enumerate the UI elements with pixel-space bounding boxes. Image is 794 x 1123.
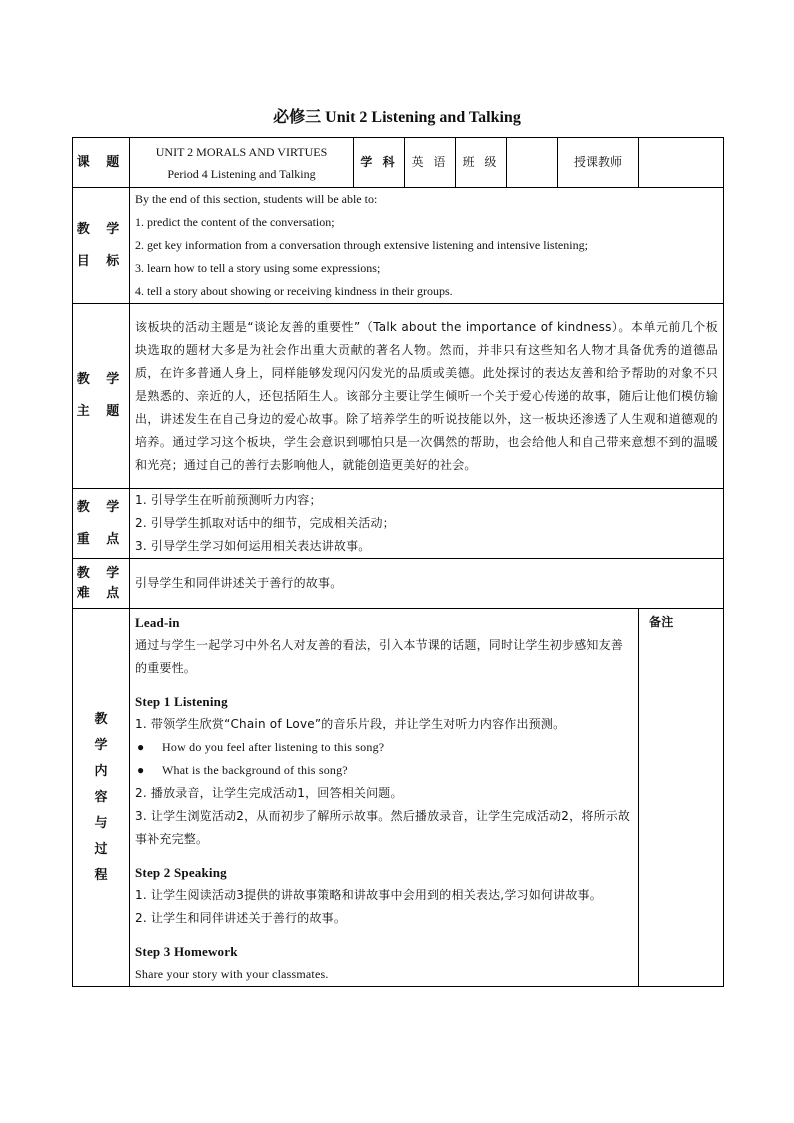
objectives-row — [73, 188, 724, 304]
step1-title: Step 1 Listening — [135, 694, 228, 709]
teacher-value — [639, 138, 724, 188]
theme-row — [73, 304, 724, 489]
difficulties-content: 引导学生和同伴讲述关于善行的故事。 — [130, 559, 724, 609]
step1-item: 1. 带领学生欣赏“Chain of Love”的音乐片段，并让学生对听力内容作出预测。 — [135, 717, 566, 731]
process-row — [73, 609, 724, 987]
step1-bullet: ● How do you feel after listening to this song? — [135, 736, 633, 759]
class-label: 班 级 — [456, 138, 507, 188]
class-value — [507, 138, 558, 188]
teacher-label: 授课教师 — [558, 138, 639, 188]
lesson-plan-table — [72, 137, 724, 987]
bullet-icon: ● — [137, 740, 145, 754]
step1-item: 2. 播放录音，让学生完成活动1，回答相关问题。 — [135, 786, 403, 800]
difficulties-label: 教 学 难 点 — [73, 559, 130, 609]
step2-item: 1. 让学生阅读活动3提供的讲故事策略和讲故事中会用到的相关表达,学习如何讲故事。 — [135, 888, 602, 902]
objective-item: 4. tell a story about showing or receiving kindness in their groups. — [135, 284, 453, 298]
header-row — [73, 138, 724, 188]
course-title-line2: Period 4 Listening and Talking — [167, 166, 316, 181]
key-points-row — [73, 489, 724, 559]
objectives-label: 教 学 目 标 — [73, 188, 130, 304]
process-label: 教 学 内 容 与 过 程 — [73, 609, 130, 987]
key-points-label: 教 学 重 点 — [73, 489, 130, 559]
leadin-text: 通过与学生一起学习中外名人对友善的看法，引入本节课的话题，同时让学生初步感知友善的重要性。 — [135, 638, 624, 675]
process-content — [130, 609, 639, 987]
subject-label: 学 科 — [354, 138, 405, 188]
theme-content: 该板块的活动主题是“谈论友善的重要性”（Talk about the importance of kindness）。本单元前几个板块选取的题材大多是为社会作出重大贡献的著名人物。然而，并非只有这些知名人物才具备优秀的道德品质，在许多普通人身上，同样能够发现闪闪发光的品质或美德。此处探讨的表达友善和给予帮助的对象不只是熟悉的、亲近的人，还包括陌生人。该部分主要让学生倾听一个关于爱心传递的故事，随后让他们模仿输出，讲述发生在自己身边的爱心故事。除了培养学生的听说技能以外，这一板块还渗透了人生观和道德观的培养。通过学习这个板块，学生会意识到哪怕只是一次偶然的帮助，也会给他人和自己带来意想不到的温暖和光亮；通过自己的善行去影响他人，就能创造更美好的社会。 — [130, 304, 724, 489]
step3-title: Step 3 Homework — [135, 944, 238, 959]
note-label: 备注 — [639, 609, 724, 987]
objectives-content — [130, 188, 724, 304]
objective-intro: By the end of this section, students will be able to: — [135, 192, 378, 206]
step1-item: 3. 让学生浏览活动2，从而初步了解所示故事。然后播放录音，让学生完成活动2，将所示故事补充完整。 — [135, 809, 631, 846]
key-points-content — [130, 489, 724, 559]
subject-value: 英 语 — [405, 138, 456, 188]
step1-bullet: ● What is the background of this song? — [135, 759, 633, 782]
objective-item: 3. learn how to tell a story using some expressions; — [135, 261, 381, 275]
page-title: 必修三 Unit 2 Listening and Talking — [273, 109, 521, 126]
objective-item: 2. get key information from a conversation through extensive listening and intensive listening; — [135, 238, 588, 252]
course-label: 课 题 — [73, 138, 130, 188]
key-point-item: 2. 引导学生抓取对话中的细节，完成相关活动； — [135, 516, 395, 530]
step2-title: Step 2 Speaking — [135, 865, 227, 880]
course-title — [130, 138, 354, 188]
objective-item: 1. predict the content of the conversation; — [135, 215, 335, 229]
leadin-title: Lead-in — [135, 615, 180, 630]
key-point-item: 1. 引导学生在听前预测听力内容； — [135, 493, 322, 507]
theme-label: 教 学 主 题 — [73, 304, 130, 489]
course-title-line1: UNIT 2 MORALS AND VIRTUES — [155, 144, 328, 159]
bullet-icon: ● — [137, 763, 145, 777]
difficulties-row — [73, 559, 724, 609]
step2-item: 2. 让学生和同伴讲述关于善行的故事。 — [135, 911, 347, 925]
step3-text: Share your story with your classmates. — [135, 967, 329, 981]
key-point-item: 3. 引导学生学习如何运用相关表达讲故事。 — [135, 539, 371, 553]
